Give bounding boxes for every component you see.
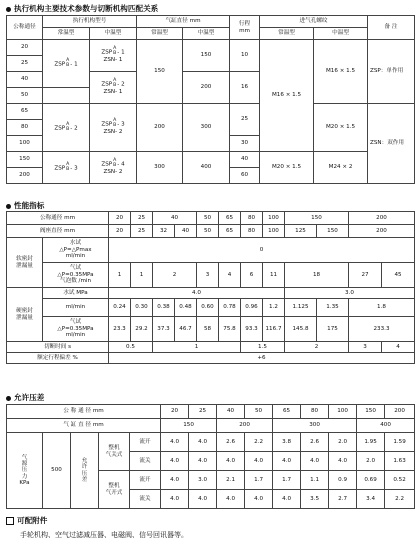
actuator-table	[6, 15, 415, 184]
value-cell: 4	[219, 263, 241, 288]
mode-air-close: 整机 气关式	[99, 433, 130, 471]
value-cell: 116.7	[263, 317, 285, 342]
dn-cell: 100	[329, 405, 357, 419]
header-remark: 备 注	[368, 16, 415, 40]
value-cell: 75.8	[219, 317, 241, 342]
bullet-icon	[6, 7, 11, 12]
deviation-value: +6	[109, 353, 415, 364]
cyl-cell: 150	[183, 40, 230, 72]
value-cell: 4.0	[217, 490, 245, 509]
performance-table	[6, 211, 415, 364]
dn-cell: 80	[7, 120, 43, 136]
value-cell: 2.2	[245, 433, 273, 452]
value-cell: 1.2	[263, 299, 285, 317]
stroke-cell: 40	[230, 152, 260, 168]
stroke-cell: 10	[230, 40, 260, 72]
hard-water-unit: ml/min	[43, 299, 109, 317]
value-cell: 1.63	[385, 452, 415, 471]
value-cell: 4.0	[301, 452, 329, 471]
seat-cell: 32	[153, 225, 175, 238]
value-cell: 3	[349, 342, 382, 353]
value-cell: 2	[285, 342, 349, 353]
value-cell: 0.24	[109, 299, 131, 317]
value-cell: 2.6	[217, 433, 245, 452]
model-cell-empty	[43, 88, 90, 104]
port-cell: M20 × 1.5	[260, 152, 314, 184]
value-cell: 0.38	[153, 299, 175, 317]
value-cell: 37.3	[153, 317, 175, 342]
header-port-normal: 常温型	[260, 28, 314, 40]
dn-cell: 50	[197, 212, 219, 225]
bullet-icon	[6, 396, 11, 401]
value-cell: 0.78	[219, 299, 241, 317]
dn-cell: 150	[7, 152, 43, 168]
value-cell: 0.60	[197, 299, 219, 317]
dn-cell: 65	[273, 405, 301, 419]
value-cell: 1.59	[385, 433, 415, 452]
dn-cell: 200	[385, 405, 415, 419]
value-cell: 3.5	[301, 490, 329, 509]
value-cell: 1.35	[317, 299, 349, 317]
header-act-normal: 常温型	[43, 28, 90, 40]
header-cyl-mid: 中温型	[183, 28, 230, 40]
header-port-mid: 中温型	[314, 28, 368, 40]
hard-water-label: 水试 MPa	[43, 288, 109, 299]
value-cell: 2.2	[385, 490, 415, 509]
value-cell: 4.0	[245, 490, 273, 509]
flow-close-label: 流关	[130, 452, 161, 471]
section2-title: 性能指标	[6, 200, 44, 211]
value-cell: 175	[317, 317, 349, 342]
value-cell: 0.9	[329, 471, 357, 490]
stroke-cell: 16	[230, 72, 260, 104]
port-cell: M16 × 1.5	[260, 40, 314, 152]
flow-close-label: 流关	[130, 490, 161, 509]
value-cell: 4.0	[217, 452, 245, 471]
value-cell: 93.3	[241, 317, 263, 342]
dn-cell: 100	[7, 136, 43, 152]
dn-label: 公称通径 mm	[7, 212, 109, 225]
value-cell: 4.0	[189, 452, 217, 471]
mode-air-open: 整机 气开式	[99, 471, 130, 509]
cut-time-label: 切断时间 s	[7, 342, 109, 353]
dn-cell: 65	[7, 104, 43, 120]
cyl-label: 气 缸 直 径 mm	[7, 419, 161, 433]
value-cell: 27	[349, 263, 382, 288]
value-cell: 0.30	[131, 299, 153, 317]
header-cylinder: 气缸直径 mm	[137, 16, 230, 28]
dn-cell: 80	[301, 405, 329, 419]
cyl-cell: 400	[357, 419, 415, 433]
port-cell: M16 × 1.5	[314, 40, 368, 104]
value-cell: 4.0	[273, 452, 301, 471]
dn-cell: 150	[285, 212, 349, 225]
soft-water-value: 0	[109, 238, 415, 263]
source-pressure-value: 500	[43, 433, 71, 509]
value-cell: 0.52	[385, 471, 415, 490]
value-cell: 2	[153, 263, 197, 288]
section1-title: 执行机构主要技术参数与切断机构匹配关系	[6, 3, 158, 14]
deviation-label: 额定行程偏差 %	[7, 353, 109, 364]
cyl-cell: 200	[137, 104, 183, 152]
value-cell: 4.0	[161, 433, 189, 452]
hard-air-label: 气试 △P=0.35MPa ml/min	[43, 317, 109, 342]
value-cell: 2.1	[217, 471, 245, 490]
value-cell: 4.0	[161, 452, 189, 471]
value-cell: 2.0	[357, 452, 385, 471]
port-cell: M20 × 1.5	[314, 104, 368, 152]
value-cell: 3	[197, 263, 219, 288]
remark-cell: ZSN：双作用	[368, 104, 415, 184]
seat-cell: 200	[349, 225, 415, 238]
value-cell: 3.8	[273, 433, 301, 452]
seat-cell: 125	[285, 225, 317, 238]
value-cell: 145.8	[285, 317, 317, 342]
allow-diff-label: 允 许 压 差	[71, 433, 99, 509]
value-cell: 58	[197, 317, 219, 342]
value-cell: 1.7	[245, 471, 273, 490]
seat-cell: 50	[197, 225, 219, 238]
header-actuator: 执行机构型号	[43, 16, 137, 28]
dn-cell: 25	[7, 56, 43, 72]
dn-label: 公 称 通 径 mm	[7, 405, 161, 419]
value-cell: 1.1	[301, 471, 329, 490]
value-cell: 0.5	[109, 342, 153, 353]
model-cell: ZSPA B- 3	[43, 152, 90, 184]
hard-seal-label: 硬密封 泄漏量	[7, 288, 43, 342]
bullet-icon	[6, 204, 11, 209]
cyl-cell: 150	[161, 419, 217, 433]
value-cell: 29.2	[131, 317, 153, 342]
soft-water-label: 水试 △P=△Pmax ml/min	[43, 238, 109, 263]
header-stroke: 行程 mm	[230, 16, 260, 40]
value-cell: 4.0	[189, 433, 217, 452]
dn-cell: 200	[7, 168, 43, 184]
soft-seal-label: 软密封 泄漏量	[7, 238, 43, 288]
value-cell: 4.0	[245, 452, 273, 471]
header-dn: 公称通径	[7, 16, 43, 40]
model-cell: ZSPA B- 2 ZSN- 1	[90, 72, 137, 104]
value-cell: 23.3	[109, 317, 131, 342]
model-cell: ZSPA B- 2	[43, 104, 90, 152]
dn-cell: 20	[161, 405, 189, 419]
stroke-cell: 30	[230, 136, 260, 152]
value-cell: 4	[382, 342, 415, 353]
value-cell: 1	[153, 342, 241, 353]
dn-cell: 65	[219, 212, 241, 225]
seat-cell: 25	[131, 225, 153, 238]
value-cell: 1	[109, 263, 131, 288]
seat-cell: 20	[109, 225, 131, 238]
model-cell: ZSPA B- 3 ZSN- 2	[90, 104, 137, 152]
value-cell: 1.95	[357, 433, 385, 452]
value-cell: 18	[285, 263, 349, 288]
dn-cell: 150	[357, 405, 385, 419]
hard-water-pressure: 4.0	[109, 288, 285, 299]
value-cell: 46.7	[175, 317, 197, 342]
header-act-mid: 中温型	[90, 28, 137, 40]
cyl-cell: 200	[183, 72, 230, 104]
value-cell: 3.0	[189, 471, 217, 490]
port-cell: M24 × 2	[314, 152, 368, 184]
seat-cell: 100	[263, 225, 285, 238]
header-port: 进气孔螺纹	[260, 16, 368, 28]
accessories-title: 可配附件	[6, 515, 47, 526]
cyl-cell: 300	[273, 419, 357, 433]
dn-cell: 25	[131, 212, 153, 225]
value-cell: 4.0	[189, 490, 217, 509]
value-cell: 1.125	[285, 299, 317, 317]
value-cell: 6	[241, 263, 263, 288]
value-cell: 11	[263, 263, 285, 288]
value-cell: 4.0	[329, 452, 357, 471]
value-cell: 45	[382, 263, 415, 288]
dn-cell: 50	[7, 88, 43, 104]
value-cell: 4.0	[161, 471, 189, 490]
dn-cell: 40	[153, 212, 197, 225]
value-cell: 1	[131, 263, 153, 288]
remark-cell: ZSP：单作用	[368, 40, 415, 104]
value-cell: 2.0	[329, 433, 357, 452]
seat-cell: 150	[317, 225, 349, 238]
pressure-diff-table	[6, 404, 415, 509]
seat-cell: 80	[241, 225, 263, 238]
accessories-text: 手轮机构、空气过滤减压器、电磁阀、信号回讯器等。	[20, 531, 188, 539]
section3-title: 允许压差	[6, 392, 44, 403]
seat-cell: 40	[175, 225, 197, 238]
value-cell: 1.5	[241, 342, 285, 353]
header-cyl-normal: 常温型	[137, 28, 183, 40]
value-cell: 3.4	[357, 490, 385, 509]
value-cell: 0.48	[175, 299, 197, 317]
stroke-cell: 25	[230, 104, 260, 136]
dn-cell: 20	[7, 40, 43, 56]
model-cell: ZSPA B- 1	[43, 40, 90, 88]
cyl-cell: 300	[183, 104, 230, 152]
value-cell: 0.96	[241, 299, 263, 317]
dn-cell: 80	[241, 212, 263, 225]
cyl-cell: 400	[183, 152, 230, 184]
value-cell: 2.7	[329, 490, 357, 509]
cyl-cell: 150	[137, 40, 183, 104]
dn-cell: 25	[189, 405, 217, 419]
flow-open-label: 流开	[130, 471, 161, 490]
dn-cell: 20	[109, 212, 131, 225]
dn-cell: 40	[217, 405, 245, 419]
model-cell: ZSPA B- 4 ZSN- 2	[90, 152, 137, 184]
dn-cell: 40	[7, 72, 43, 88]
cyl-cell: 200	[217, 419, 273, 433]
source-pressure-label: 气 源 压 力 KPa	[7, 433, 43, 509]
value-cell: 1.7	[273, 471, 301, 490]
dn-cell: 100	[263, 212, 285, 225]
value-cell: 4.0	[161, 490, 189, 509]
value-cell: 4.0	[273, 490, 301, 509]
value-cell: 1.8	[349, 299, 415, 317]
cyl-cell: 300	[137, 152, 183, 184]
value-cell: 233.3	[349, 317, 415, 342]
dn-cell: 50	[245, 405, 273, 419]
model-cell: ZSPA B- 1 ZSN- 1	[90, 40, 137, 72]
value-cell: 0.69	[357, 471, 385, 490]
seat-label: 阀座直径 mm	[7, 225, 109, 238]
soft-air-label: 气试 △P=0.35MPa 气泡数 /min	[43, 263, 109, 288]
flow-open-label: 流开	[130, 433, 161, 452]
checkbox-square-icon	[6, 517, 14, 525]
stroke-cell: 60	[230, 168, 260, 184]
seat-cell: 65	[219, 225, 241, 238]
dn-cell: 200	[349, 212, 415, 225]
value-cell: 2.6	[301, 433, 329, 452]
hard-water-pressure: 3.0	[285, 288, 415, 299]
